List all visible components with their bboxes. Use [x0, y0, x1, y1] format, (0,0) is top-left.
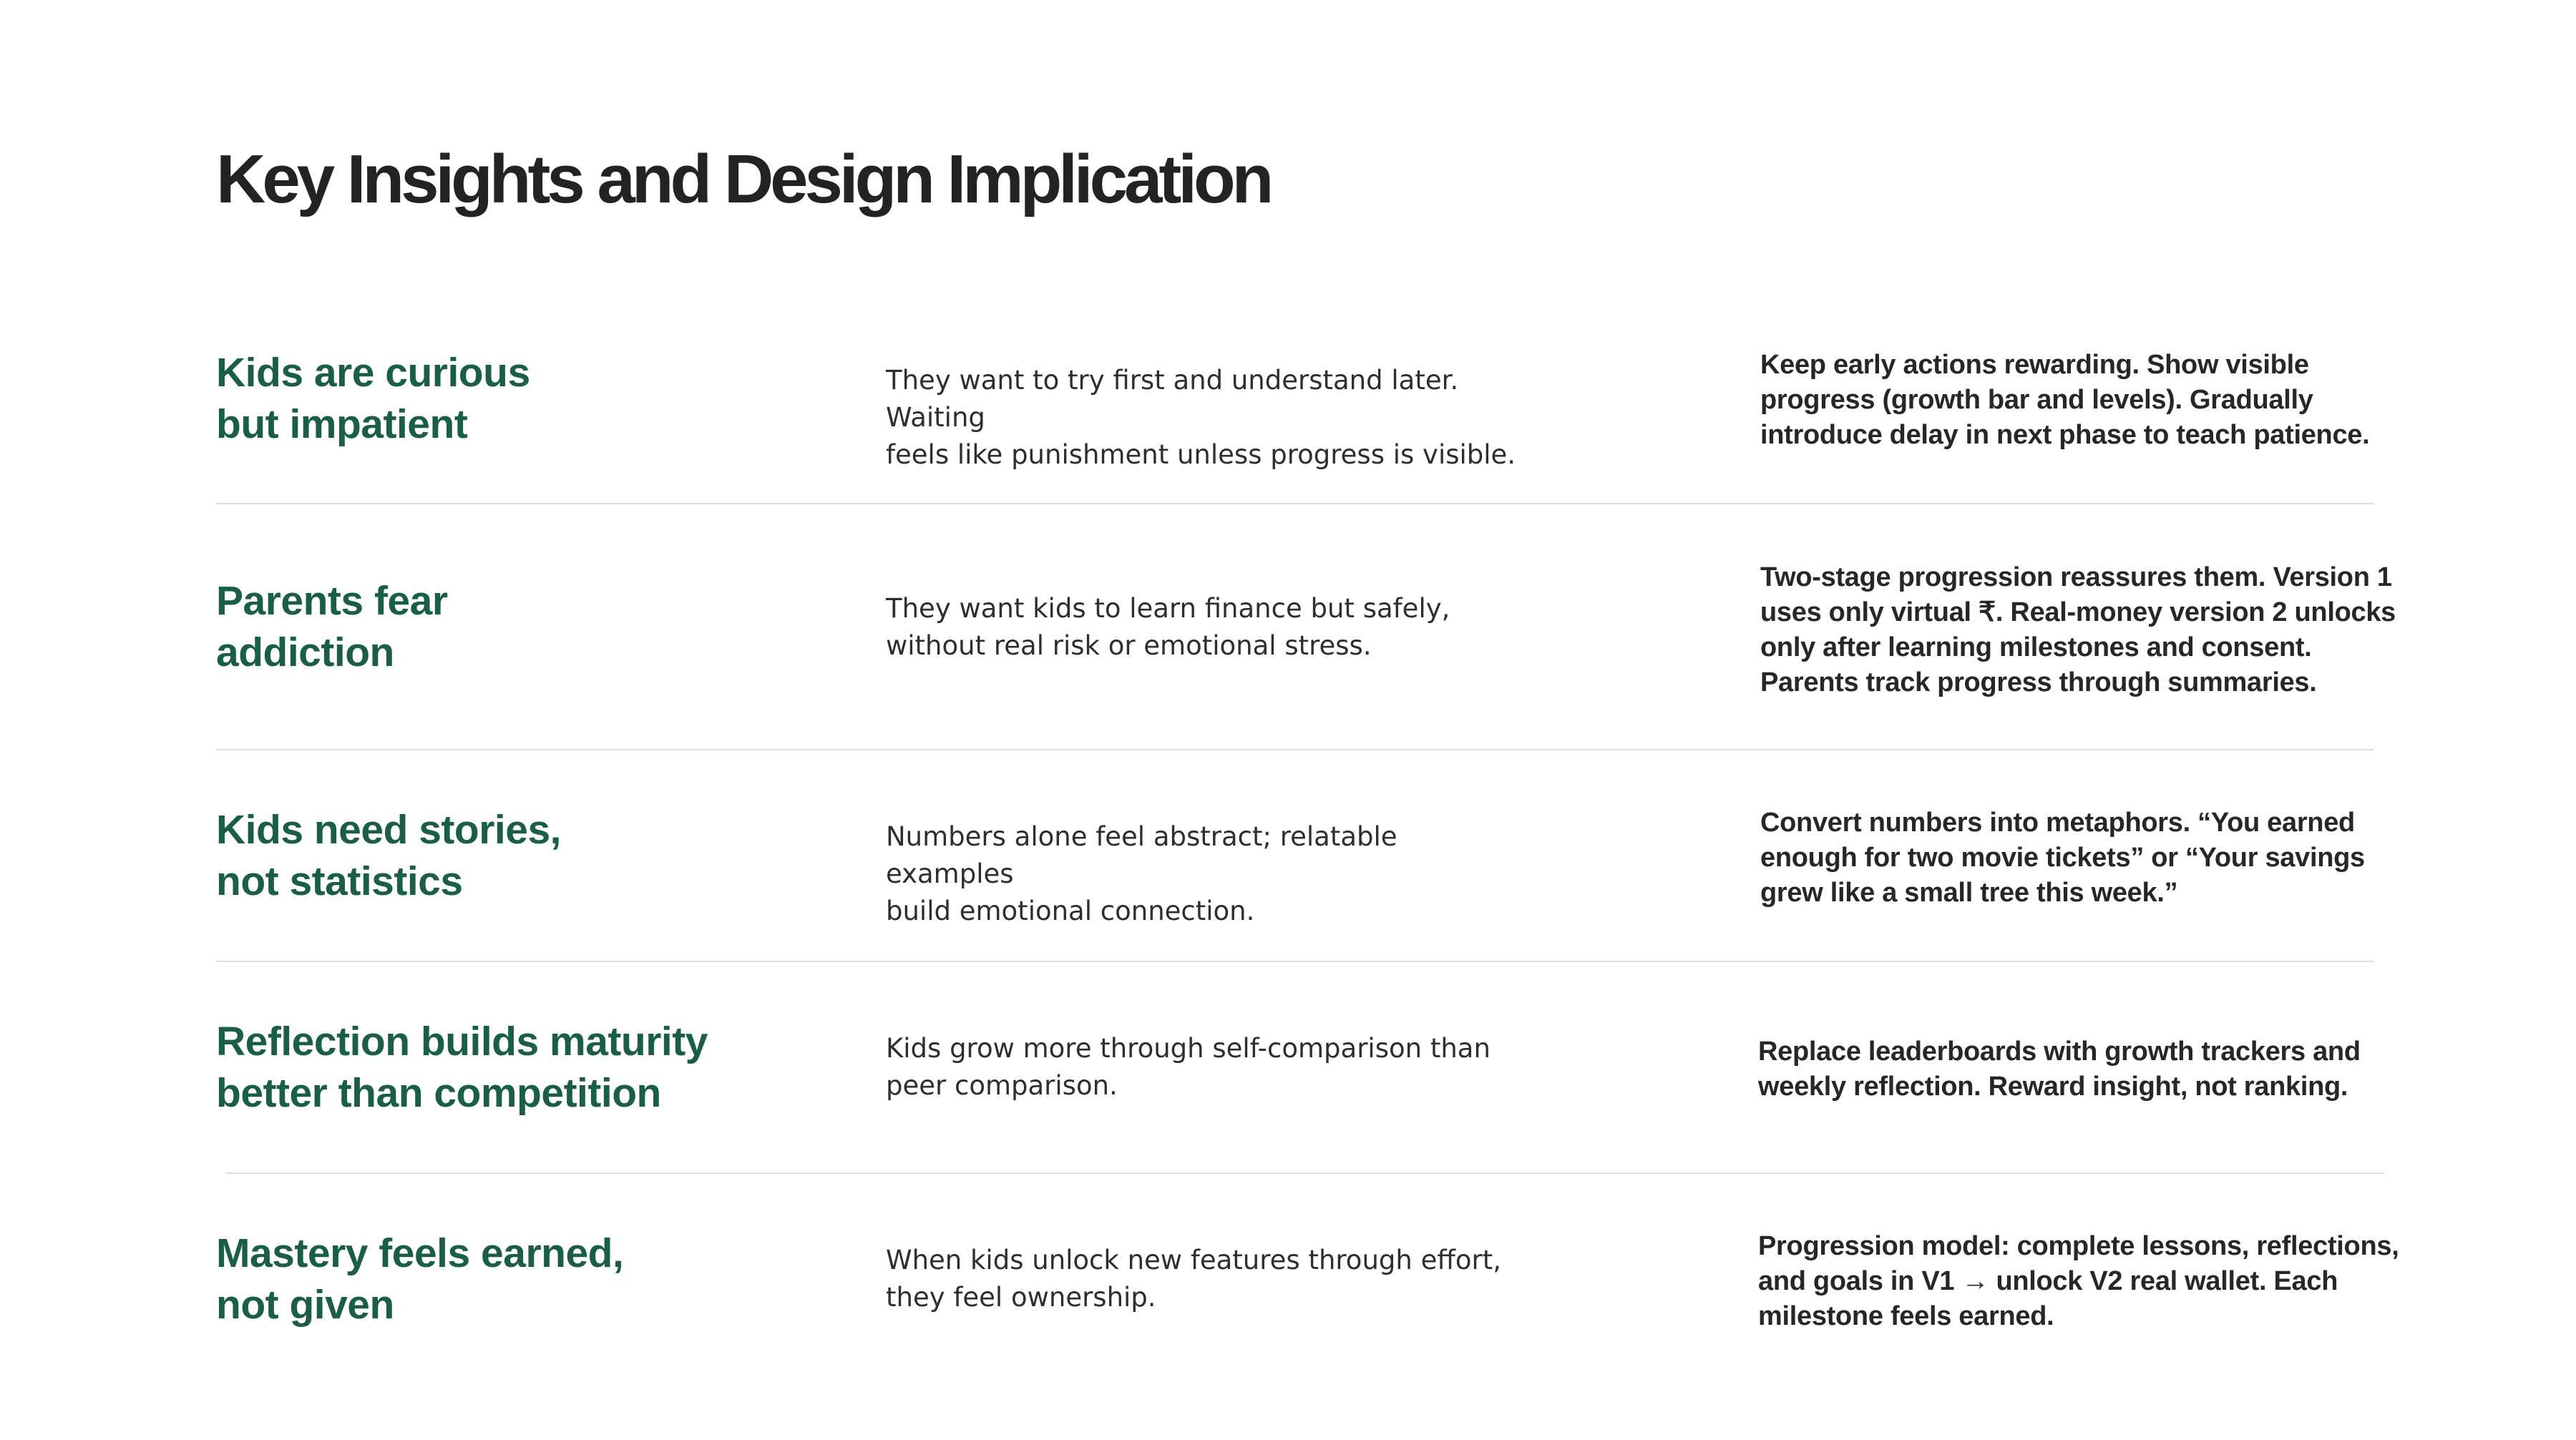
design-implication-3-line-1: Convert numbers into metaphors. “You earned: [1760, 808, 2355, 838]
design-implication-1-line-2: progress (growth bar and levels). Gradually: [1760, 385, 2313, 415]
design-implication-1: [1760, 348, 2404, 453]
insight-description-1: [886, 362, 1530, 474]
insight-title-5-line-1: Mastery feels earned,: [216, 1230, 624, 1276]
design-implication-1-line-1: Keep early actions rewarding. Show visible: [1760, 350, 2309, 380]
design-implication-1-line-3: introduce delay in next phase to teach patience.: [1760, 420, 2370, 450]
insight-title-3-line-2: not statistics: [216, 858, 463, 904]
insight-title-4-line-2: better than competition: [216, 1070, 661, 1116]
insight-description-5-line-2: they feel ownership.: [886, 1282, 1156, 1313]
design-implication-3-line-2: enough for two movie tickets” or “Your savings: [1760, 843, 2365, 873]
insight-title-1: [216, 347, 789, 450]
design-implication-5-line-2: and goals in V1 → unlock V2 real wallet. Each: [1758, 1266, 2338, 1296]
insight-description-4-line-1: Kids grow more through self-comparison than: [886, 1033, 1491, 1064]
design-implication-2-line-4: Parents track progress through summaries.: [1760, 667, 2317, 697]
row-divider-1: [216, 503, 2374, 504]
insight-description-4-line-2: peer comparison.: [886, 1070, 1118, 1101]
insight-description-3: [886, 818, 1530, 930]
insight-title-2-line-2: addiction: [216, 630, 394, 675]
insight-title-5-line-2: not given: [216, 1282, 394, 1328]
insight-title-4-line-1: Reflection builds maturity: [216, 1019, 708, 1064]
insight-title-4: [216, 1016, 789, 1119]
insight-description-5-line-1: When kids unlock new features through effort,: [886, 1245, 1501, 1275]
design-implication-2-line-1: Two-stage progression reassures them. Version 1: [1760, 562, 2392, 592]
insight-title-2-line-1: Parents fear: [216, 578, 448, 624]
design-implication-5-line-1: Progression model: complete lessons, reflections,: [1758, 1231, 2399, 1261]
design-implication-4-line-1: Replace leaderboards with growth trackers and: [1758, 1037, 2361, 1067]
insight-title-5: [216, 1228, 789, 1331]
row-divider-2: [216, 749, 2374, 750]
insight-title-2: [216, 575, 789, 678]
row-divider-4: [226, 1172, 2384, 1174]
insight-description-2: [886, 590, 1530, 665]
design-implication-2: [1760, 560, 2404, 700]
insight-description-5: [886, 1242, 1530, 1316]
row-divider-3: [216, 961, 2374, 962]
insight-title-1-line-1: Kids are curious: [216, 350, 530, 396]
insight-description-2-line-2: without real risk or emotional stress.: [886, 630, 1372, 661]
insight-title-1-line-2: but impatient: [216, 401, 468, 447]
design-implication-3: [1760, 805, 2404, 911]
insight-title-3: [216, 804, 789, 907]
design-implication-2-line-3: only after learning milestones and consent.: [1760, 632, 2312, 662]
design-implication-5-line-3: milestone feels earned.: [1758, 1301, 2054, 1331]
insight-description-3-line-2: build emotional connection.: [886, 896, 1255, 926]
design-implication-3-line-3: grew like a small tree this week.”: [1760, 878, 2178, 908]
design-implication-4: [1758, 1034, 2402, 1105]
insight-title-3-line-1: Kids need stories,: [216, 807, 561, 853]
insight-description-3-line-1: Numbers alone feel abstract; relatable examples: [886, 821, 1397, 889]
insight-description-2-line-1: They want kids to learn finance but safely,: [886, 593, 1450, 624]
insight-description-4: [886, 1030, 1530, 1105]
design-implication-2-line-2: uses only virtual ₹. Real-money version 2 unlocks: [1760, 597, 2396, 627]
insight-description-1-line-1: They want to try first and understand later. Waiting: [886, 365, 1459, 433]
page-title: Key Insights and Design Implication: [216, 141, 1271, 217]
insight-description-1-line-2: feels like punishment unless progress is visible.: [886, 439, 1516, 470]
design-implication-4-line-2: weekly reflection. Reward insight, not ranking.: [1758, 1072, 2348, 1102]
design-implication-5: [1758, 1229, 2402, 1334]
